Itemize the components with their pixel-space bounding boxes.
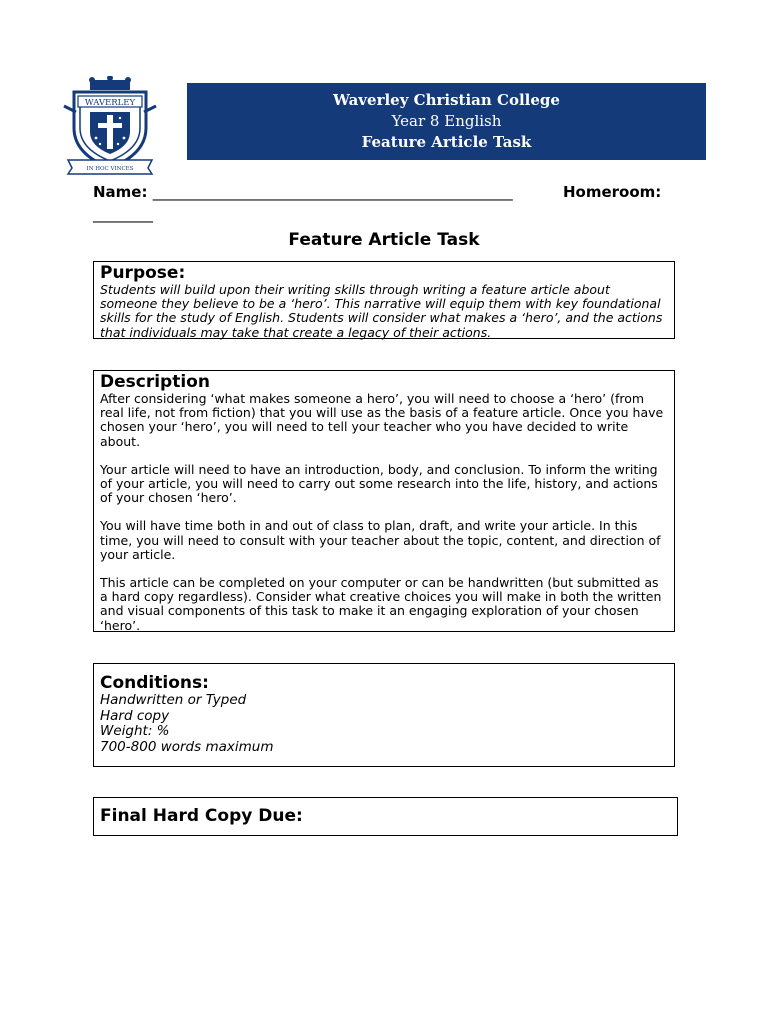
subject-name: Year 8 English	[391, 112, 502, 130]
description-paragraph: You will have time both in and out of class to plan, draft, and write your article. In this time, you will need to consult with your teacher about the topic, content, and direction of your article.	[100, 518, 661, 562]
homeroom-field[interactable]: ________	[93, 205, 153, 223]
name-label: Name:	[93, 183, 148, 201]
homeroom-label: Homeroom:	[563, 183, 662, 201]
conditions-heading: Conditions:	[100, 673, 209, 693]
college-crest-logo	[60, 76, 160, 176]
description-paragraph: Your article will need to have an introduction, body, and conclusion. To inform the writing of your article, you will need to carry out some research into the life, history, and actions of your chosen ‘hero’.	[100, 461, 658, 506]
header-banner	[187, 83, 706, 160]
crest-motto-text: IN HOC VINCES	[86, 166, 134, 172]
purpose-heading: Purpose:	[100, 263, 186, 283]
purpose-text: Students will build upon their writing skills through writing a feature article about someone they believe to be a ‘hero’. This narrative will equip them with key foundational skills for the study of English. Students will consider what makes a ‘hero’, and the actions that individuals may take that create a legacy of their actions.	[100, 282, 663, 340]
document-title: Feature Article Task	[288, 230, 480, 250]
college-name: Waverley Christian College	[333, 91, 560, 109]
condition-item: Weight: %	[100, 723, 170, 739]
condition-item: Handwritten or Typed	[100, 692, 247, 708]
conditions-box	[93, 663, 675, 767]
description-paragraph: This article can be completed on your computer or can be handwritten (but submitted as a hard copy regardless). Consider what creative choices you will make in both the written and visual components of this task to make it an engaging exploration of your chosen ‘hero’.	[100, 575, 662, 633]
crest-icon	[60, 76, 160, 176]
description-box	[93, 370, 675, 632]
task-name: Feature Article Task	[361, 133, 532, 151]
purpose-box	[93, 261, 675, 339]
description-paragraph: After considering ‘what makes someone a hero’, you will need to choose a ‘hero’ (from real life, not from fiction) that you will use as the basis of a feature article. Once you have chosen your ‘hero’, you will need to tell your teacher who you have decided to write about.	[100, 391, 664, 449]
condition-item: Hard copy	[100, 707, 170, 724]
due-heading: Final Hard Copy Due:	[100, 806, 303, 826]
description-heading: Description	[100, 372, 210, 392]
due-date-box	[93, 797, 678, 836]
crest-name-text: WAVERLEY	[84, 98, 136, 108]
condition-item: 700-800 words maximum	[100, 738, 274, 755]
name-field[interactable]: ________________________________________________	[152, 183, 513, 201]
